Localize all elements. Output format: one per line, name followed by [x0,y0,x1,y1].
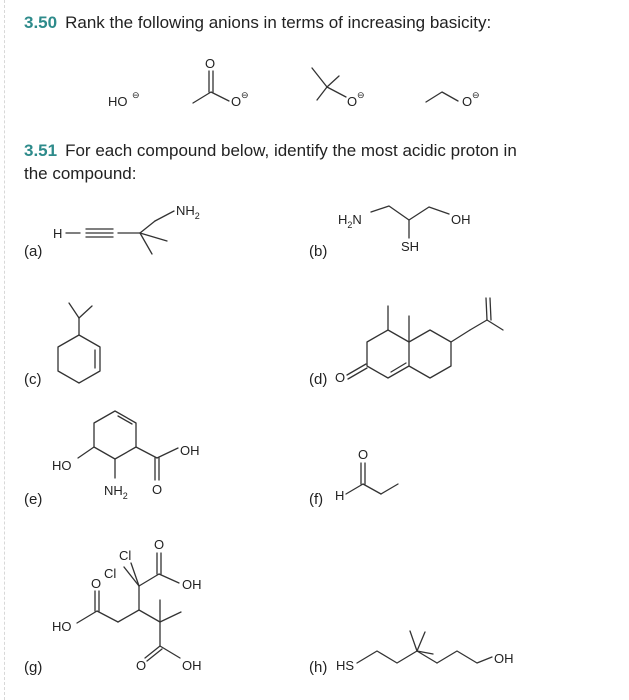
atom-h: H [53,226,63,241]
compound-label-e: (e) [24,491,43,508]
compound-label-a: (a) [24,243,43,260]
problem-text-line1: For each compound below, identify the most acidic proton in [65,141,517,160]
atom-cl: Cl [104,566,117,581]
acetate-anion [193,56,249,109]
ethoxide-anion [426,90,480,109]
atom-hs: HS [336,658,355,673]
compound-d-structure [335,298,503,385]
atom-oh: OH [182,577,202,592]
atom-ho: HO [52,619,72,634]
compound-b-structure [338,206,471,254]
atom-nh2: $NH_2$ [104,483,128,501]
compound-e-structure [52,411,200,501]
compound-label-f: (f) [309,491,324,508]
negative-charge-icon: ⊖ [241,90,249,100]
problem-number: 3.50 [24,13,58,32]
atom-h: H [335,488,345,503]
negative-charge-icon: ⊖ [132,90,140,100]
atom-o: O [91,576,102,591]
compound-c-structure [58,303,100,383]
compound-f-structure [335,447,398,503]
compound-label-h: (h) [309,659,328,676]
problem-number: 3.51 [24,141,58,160]
atom-ho: HO [52,458,72,473]
tert-butoxide-anion [312,68,365,109]
atom-oh: OH [451,212,471,227]
compound-label-d: (d) [309,371,328,388]
atom-oh: OH [180,443,200,458]
atom-o: O [136,658,147,673]
atom-o: O [335,370,346,385]
compound-label-c: (c) [24,371,42,388]
carboxylate-oxygen: O [231,94,242,109]
atom-sh: SH [401,239,420,254]
carbonyl-oxygen: O [205,56,216,71]
problem-text-line2: the compound: [24,164,137,183]
atom-o: O [152,482,163,497]
compound-a-structure [53,203,200,254]
alkoxide-oxygen: O [347,94,358,109]
alkoxide-oxygen: O [462,94,473,109]
compound-g-structure [52,537,202,673]
hydroxide-anion [108,90,140,109]
negative-charge-icon: ⊖ [357,90,365,100]
atom-h2n: $H_2N$ [338,212,362,230]
hydroxide-label: HO [108,94,128,109]
atom-o: O [154,537,165,552]
problem-text: Rank the following anions in terms of increasing basicity: [65,13,492,32]
atom-oh: OH [494,651,514,666]
atom-oh: OH [182,658,202,673]
negative-charge-icon: ⊖ [472,90,480,100]
compound-label-g: (g) [24,659,43,676]
atom-cl: Cl [119,548,132,563]
atom-nh2: $NH_2$ [176,203,200,221]
compound-label-b: (b) [309,243,328,260]
compound-h-structure [336,631,514,673]
atom-o: O [358,447,369,462]
